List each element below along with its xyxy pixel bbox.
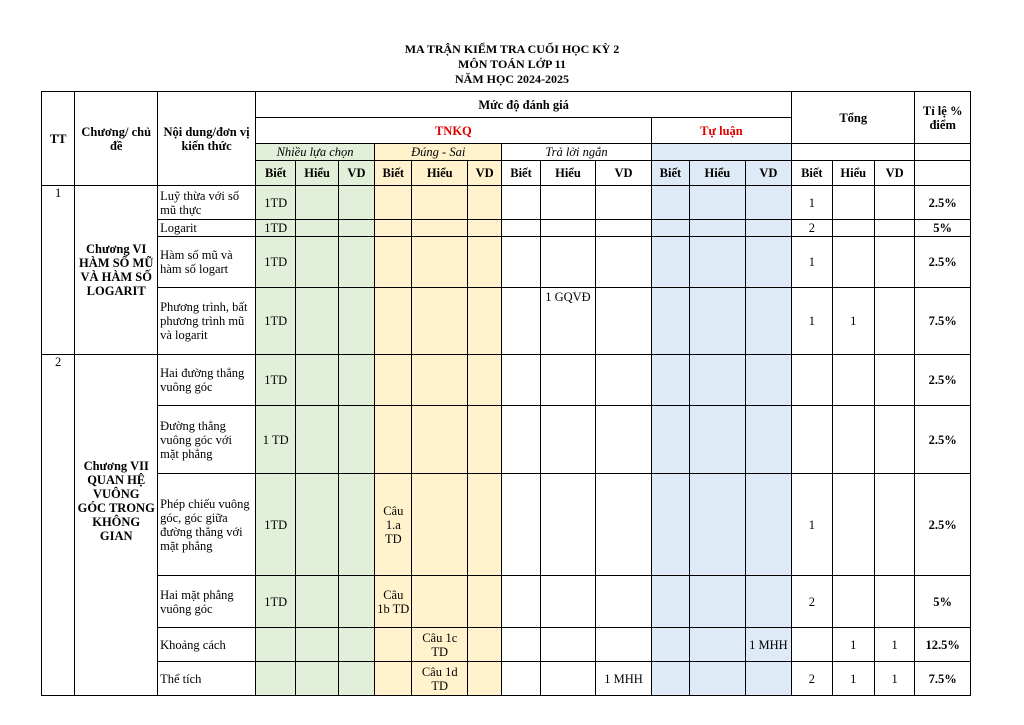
cell xyxy=(468,576,502,628)
cell-tf-biet xyxy=(375,628,412,662)
cell-sa-vd xyxy=(596,628,652,662)
chapter-name: Chương VI HÀM SỐ MŨ VÀ HÀM SỐ LOGARIT xyxy=(75,186,158,355)
assessment-matrix-table xyxy=(41,91,971,696)
cell-tf-hieu: Câu 1d TD xyxy=(412,662,468,696)
cell xyxy=(651,662,689,696)
cell xyxy=(502,220,540,237)
col-tf-hieu: Hiểu xyxy=(412,161,468,186)
cell xyxy=(296,474,338,576)
cell xyxy=(468,474,502,576)
cell xyxy=(296,662,338,696)
cell-tl-vd xyxy=(745,220,792,237)
cell-tf-hieu xyxy=(412,474,468,576)
topic-cell: Thể tích xyxy=(158,662,256,696)
cell-total-biet xyxy=(792,628,832,662)
title-line-1: MA TRẬN KIỂM TRA CUỐI HỌC KỲ 2 xyxy=(404,42,620,56)
cell xyxy=(338,220,374,237)
header-percent-blank xyxy=(915,144,971,161)
cell-mcq-biet: 1TD xyxy=(256,237,296,288)
cell-total-hieu xyxy=(832,220,874,237)
cell xyxy=(296,288,338,355)
cell-total-biet xyxy=(792,406,832,474)
cell-sa-hieu xyxy=(540,474,596,576)
cell-tf-biet: Câu 1.a TD xyxy=(375,474,412,576)
cell-tf-biet xyxy=(375,406,412,474)
cell-sa-hieu xyxy=(540,355,596,406)
cell-percent: 2.5% xyxy=(915,474,971,576)
cell-tf-hieu xyxy=(412,237,468,288)
chapter-name: Chương VII QUAN HỆ VUÔNG GÓC TRONG KHÔNG GIAN xyxy=(75,355,158,696)
cell-total-vd xyxy=(874,474,914,576)
cell-percent: 7.5% xyxy=(915,662,971,696)
cell xyxy=(338,628,374,662)
cell xyxy=(468,662,502,696)
table-row xyxy=(42,628,971,662)
cell-sa-hieu xyxy=(540,662,596,696)
title-line-3: NĂM HỌC 2024-2025 xyxy=(455,72,569,86)
cell xyxy=(338,355,374,406)
cell-tl-vd xyxy=(745,576,792,628)
cell-total-vd xyxy=(874,220,914,237)
cell-sa-hieu xyxy=(540,186,596,220)
cell xyxy=(690,288,746,355)
cell xyxy=(690,355,746,406)
header-tt: TT xyxy=(42,92,75,186)
cell-total-hieu xyxy=(832,406,874,474)
col-percent-blank xyxy=(915,161,971,186)
cell-total-biet: 1 xyxy=(792,186,832,220)
cell-sa-hieu xyxy=(540,220,596,237)
cell-tf-hieu xyxy=(412,186,468,220)
cell-percent: 7.5% xyxy=(915,288,971,355)
cell-sa-hieu: 1 GQVĐ xyxy=(540,288,596,355)
header-tnkq: TNKQ xyxy=(256,118,652,144)
header-total: Tổng xyxy=(792,92,915,144)
cell-tl-vd xyxy=(745,355,792,406)
cell-total-biet: 2 xyxy=(792,220,832,237)
col-tl-vd: VD xyxy=(745,161,792,186)
cell-tf-biet: Câu 1b TD xyxy=(375,576,412,628)
cell-tf-biet xyxy=(375,662,412,696)
table-row xyxy=(42,288,971,355)
cell-sa-hieu xyxy=(540,628,596,662)
cell xyxy=(468,186,502,220)
cell-sa-hieu xyxy=(540,576,596,628)
cell-total-hieu: 1 xyxy=(832,662,874,696)
col-tf-biet: Biết xyxy=(375,161,412,186)
cell xyxy=(502,237,540,288)
topic-cell: Hai mặt phẳng vuông góc xyxy=(158,576,256,628)
cell-total-vd xyxy=(874,355,914,406)
cell-percent: 2.5% xyxy=(915,406,971,474)
cell xyxy=(338,237,374,288)
cell xyxy=(468,220,502,237)
cell xyxy=(502,474,540,576)
cell xyxy=(651,576,689,628)
topic-cell: Đường thẳng vuông góc với mặt phẳng xyxy=(158,406,256,474)
table-row xyxy=(42,237,971,288)
cell-mcq-biet: 1TD xyxy=(256,355,296,406)
cell-mcq-biet: 1 TD xyxy=(256,406,296,474)
topic-cell: Hàm số mũ và hàm số logart xyxy=(158,237,256,288)
header-essay-blank xyxy=(651,144,791,161)
header-level: Mức độ đánh giá xyxy=(256,92,792,118)
table-row xyxy=(42,662,971,696)
cell xyxy=(468,406,502,474)
cell-tf-biet xyxy=(375,186,412,220)
header-tuluan: Tự luận xyxy=(651,118,791,144)
cell-total-vd xyxy=(874,576,914,628)
cell-tf-biet xyxy=(375,355,412,406)
cell xyxy=(296,406,338,474)
document-title xyxy=(0,42,1024,87)
topic-cell: Hai đường thẳng vuông góc xyxy=(158,355,256,406)
topic-cell: Khoảng cách xyxy=(158,628,256,662)
cell-total-biet: 1 xyxy=(792,474,832,576)
col-sa-hieu: Hiểu xyxy=(540,161,596,186)
cell xyxy=(468,288,502,355)
col-sa-vd: VD xyxy=(596,161,652,186)
cell-tf-hieu xyxy=(412,220,468,237)
cell-sa-vd xyxy=(596,355,652,406)
cell-mcq-biet xyxy=(256,662,296,696)
col-tl-biet: Biết xyxy=(651,161,689,186)
cell-sa-vd xyxy=(596,220,652,237)
cell xyxy=(296,576,338,628)
header-total-blank xyxy=(792,144,915,161)
cell-total-vd: 1 xyxy=(874,628,914,662)
header-mcq: Nhiều lựa chọn xyxy=(256,144,375,161)
cell xyxy=(502,288,540,355)
col-sa-biet: Biết xyxy=(502,161,540,186)
cell-mcq-biet: 1TD xyxy=(256,576,296,628)
cell xyxy=(296,186,338,220)
cell-total-hieu xyxy=(832,576,874,628)
cell xyxy=(338,406,374,474)
cell-total-biet xyxy=(792,355,832,406)
cell xyxy=(338,662,374,696)
cell xyxy=(651,355,689,406)
cell xyxy=(338,288,374,355)
chapter-tt: 1 xyxy=(42,186,75,355)
col-mcq-vd: VD xyxy=(338,161,374,186)
cell xyxy=(468,237,502,288)
col-mcq-biet: Biết xyxy=(256,161,296,186)
cell xyxy=(690,220,746,237)
cell xyxy=(502,406,540,474)
cell-sa-vd xyxy=(596,474,652,576)
cell-sa-vd xyxy=(596,186,652,220)
cell-mcq-biet: 1TD xyxy=(256,288,296,355)
cell-total-biet: 2 xyxy=(792,662,832,696)
cell-total-hieu xyxy=(832,474,874,576)
col-tf-vd: VD xyxy=(468,161,502,186)
cell-sa-vd xyxy=(596,237,652,288)
cell-total-hieu xyxy=(832,237,874,288)
cell-percent: 2.5% xyxy=(915,186,971,220)
cell-total-biet: 1 xyxy=(792,288,832,355)
table-row xyxy=(42,186,971,220)
cell xyxy=(690,576,746,628)
cell-tf-biet xyxy=(375,220,412,237)
cell-percent: 2.5% xyxy=(915,355,971,406)
cell-tl-vd xyxy=(745,406,792,474)
cell xyxy=(296,237,338,288)
header-chapter: Chương/ chủ đề xyxy=(75,92,158,186)
cell-tl-vd: 1 MHH xyxy=(745,628,792,662)
cell xyxy=(468,628,502,662)
chapter-tt: 2 xyxy=(42,355,75,696)
cell-tf-hieu: Câu 1c TD xyxy=(412,628,468,662)
cell xyxy=(651,474,689,576)
col-tl-hieu: Hiểu xyxy=(690,161,746,186)
col-total-biet: Biết xyxy=(792,161,832,186)
cell-total-biet: 2 xyxy=(792,576,832,628)
cell-total-vd xyxy=(874,186,914,220)
cell xyxy=(502,355,540,406)
cell-sa-vd xyxy=(596,406,652,474)
header-truefalse: Đúng - Sai xyxy=(375,144,502,161)
cell-total-vd xyxy=(874,406,914,474)
cell-percent: 2.5% xyxy=(915,237,971,288)
cell-tf-hieu xyxy=(412,576,468,628)
cell xyxy=(502,628,540,662)
cell xyxy=(296,628,338,662)
cell xyxy=(338,474,374,576)
cell-total-hieu xyxy=(832,355,874,406)
table-row xyxy=(42,220,971,237)
cell xyxy=(468,355,502,406)
cell-tf-biet xyxy=(375,237,412,288)
cell-total-vd xyxy=(874,237,914,288)
cell xyxy=(651,406,689,474)
col-mcq-hieu: Hiểu xyxy=(296,161,338,186)
cell xyxy=(690,628,746,662)
col-total-hieu: Hiểu xyxy=(832,161,874,186)
cell-tl-vd xyxy=(745,662,792,696)
cell-tl-vd xyxy=(745,186,792,220)
cell-percent: 12.5% xyxy=(915,628,971,662)
cell-tf-hieu xyxy=(412,406,468,474)
cell-tf-biet xyxy=(375,288,412,355)
cell-mcq-biet: 1TD xyxy=(256,186,296,220)
cell xyxy=(690,406,746,474)
cell-percent: 5% xyxy=(915,576,971,628)
cell-total-vd xyxy=(874,288,914,355)
cell-mcq-biet: 1TD xyxy=(256,220,296,237)
cell xyxy=(502,576,540,628)
table-row xyxy=(42,355,971,406)
topic-cell: Phép chiếu vuông góc, góc giữa đường thẳng với mặt phẳng xyxy=(158,474,256,576)
cell xyxy=(651,288,689,355)
cell xyxy=(690,237,746,288)
cell-tl-vd xyxy=(745,288,792,355)
cell-tl-vd xyxy=(745,474,792,576)
cell-tf-hieu xyxy=(412,288,468,355)
cell xyxy=(651,220,689,237)
table-row xyxy=(42,576,971,628)
header-percent: Tỉ lệ % điểm xyxy=(915,92,971,144)
cell xyxy=(651,628,689,662)
cell-mcq-biet: 1TD xyxy=(256,474,296,576)
cell-sa-hieu xyxy=(540,237,596,288)
cell-total-hieu xyxy=(832,186,874,220)
table-row xyxy=(42,474,971,576)
cell-sa-vd: 1 MHH xyxy=(596,662,652,696)
cell-sa-hieu xyxy=(540,406,596,474)
cell-total-hieu: 1 xyxy=(832,288,874,355)
topic-cell: Phương trình, bất phương trình mũ và logarit xyxy=(158,288,256,355)
title-line-2: MÔN TOÁN LỚP 11 xyxy=(458,57,566,71)
cell xyxy=(338,186,374,220)
cell xyxy=(690,474,746,576)
cell-total-hieu: 1 xyxy=(832,628,874,662)
cell xyxy=(690,186,746,220)
cell-sa-vd xyxy=(596,288,652,355)
topic-cell: Luỹ thừa với số mũ thực xyxy=(158,186,256,220)
cell-total-vd: 1 xyxy=(874,662,914,696)
cell-tf-hieu xyxy=(412,355,468,406)
table-row xyxy=(42,406,971,474)
topic-cell: Logarit xyxy=(158,220,256,237)
cell-mcq-biet xyxy=(256,628,296,662)
cell xyxy=(651,237,689,288)
cell xyxy=(296,355,338,406)
cell xyxy=(296,220,338,237)
cell xyxy=(502,662,540,696)
cell xyxy=(651,186,689,220)
cell xyxy=(690,662,746,696)
cell-sa-vd xyxy=(596,576,652,628)
cell xyxy=(502,186,540,220)
header-short-answer: Trả lời ngắn xyxy=(502,144,651,161)
header-content: Nội dung/đơn vị kiến thức xyxy=(158,92,256,186)
cell-percent: 5% xyxy=(915,220,971,237)
cell-tl-vd xyxy=(745,237,792,288)
cell xyxy=(338,576,374,628)
col-total-vd: VD xyxy=(874,161,914,186)
cell-total-biet: 1 xyxy=(792,237,832,288)
